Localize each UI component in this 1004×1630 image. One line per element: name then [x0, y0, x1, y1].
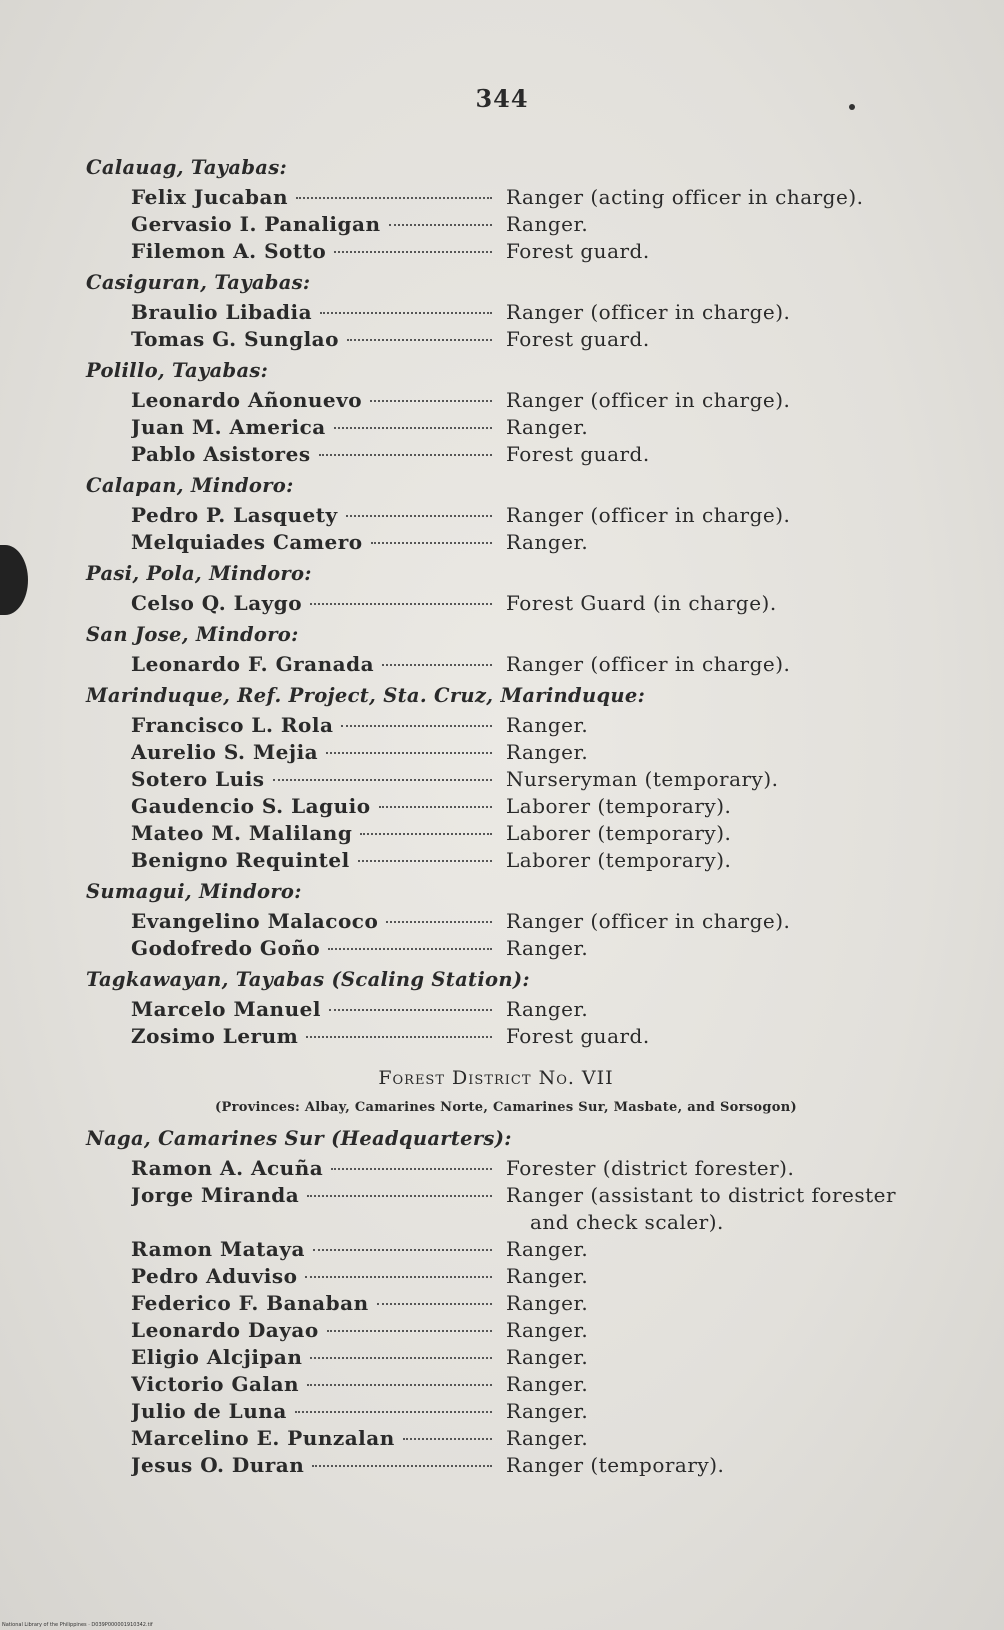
staff-role — [496, 590, 946, 617]
staff-name: Jorge Miranda — [131, 1183, 300, 1207]
staff-row — [86, 739, 946, 766]
staff-role-text: Ranger (officer in charge). — [506, 652, 791, 676]
binding-shadow — [0, 545, 28, 615]
staff-name: Pedro Aduviso — [131, 1264, 298, 1288]
staff-name-cell — [131, 238, 496, 265]
staff-role-text: Ranger. — [506, 1426, 589, 1450]
staff-name: Filemon A. Sotto — [131, 239, 327, 263]
staff-role-text: Ranger. — [506, 1318, 589, 1342]
staff-row — [86, 935, 946, 962]
staff-row — [86, 1236, 946, 1263]
staff-role-text: Ranger. — [506, 1291, 589, 1315]
staff-role — [496, 502, 946, 529]
staff-row — [86, 1371, 946, 1398]
station-heading: Casiguran, Tayabas: — [86, 271, 311, 294]
staff-role — [496, 1317, 946, 1344]
staff-name-cell — [131, 299, 496, 326]
staff-role — [496, 1344, 946, 1371]
staff-name-cell — [131, 590, 496, 617]
station-heading: Calapan, Mindoro: — [86, 474, 294, 497]
staff-name: Julio de Luna — [131, 1399, 287, 1423]
staff-name-cell — [131, 387, 496, 414]
dot-leader — [329, 1008, 492, 1011]
dot-leader — [328, 947, 492, 950]
staff-name: Marcelino E. Punzalan — [131, 1426, 395, 1450]
staff-name: Mateo M. Malilang — [131, 821, 353, 845]
dot-leader — [386, 920, 492, 923]
staff-role — [496, 651, 946, 678]
staff-row — [86, 1290, 946, 1317]
staff-name-cell — [131, 651, 496, 678]
staff-name: Pedro P. Lasquety — [131, 503, 338, 527]
staff-name: Melquiades Camero — [131, 530, 363, 554]
staff-role — [496, 1182, 946, 1236]
staff-role — [496, 529, 946, 556]
station-heading: Sumagui, Mindoro: — [86, 880, 302, 903]
staff-role — [496, 1155, 946, 1182]
staff-row — [86, 211, 946, 238]
dot-leader — [334, 426, 492, 429]
staff-role-text: Ranger (temporary). — [506, 1453, 725, 1477]
staff-role-text: Ranger. — [506, 1237, 589, 1261]
staff-row — [86, 529, 946, 556]
staff-role — [496, 908, 946, 935]
staff-role-text: Ranger. — [506, 1372, 589, 1396]
staff-name: Aurelio S. Mejia — [131, 740, 319, 764]
staff-name-cell — [131, 1290, 496, 1317]
staff-row — [86, 766, 946, 793]
staff-name: Federico F. Banaban — [131, 1291, 369, 1315]
dot-leader — [306, 1035, 492, 1038]
staff-name-cell — [131, 739, 496, 766]
dot-leader — [296, 196, 492, 199]
dot-leader — [379, 805, 492, 808]
staff-name-cell — [131, 326, 496, 353]
dot-leader — [319, 453, 492, 456]
staff-role-text: Ranger. — [506, 530, 589, 554]
staff-name-cell — [131, 1425, 496, 1452]
staff-name-cell — [131, 1371, 496, 1398]
staff-role-text: Ranger. — [506, 212, 589, 236]
station-heading: Marinduque, Ref. Project, Sta. Cruz, Marinduque: — [86, 684, 646, 707]
staff-name: Victorio Galan — [131, 1372, 300, 1396]
staff-role-text: Ranger. — [506, 1264, 589, 1288]
dot-leader — [389, 223, 492, 226]
staff-role-text: Ranger. — [506, 936, 589, 960]
staff-role-text: Forest Guard (in charge). — [506, 591, 777, 615]
station-heading: Calauag, Tayabas: — [86, 156, 288, 179]
staff-role-text: Ranger (officer in charge). — [506, 909, 791, 933]
staff-row — [86, 1317, 946, 1344]
dot-leader — [295, 1410, 492, 1413]
station-heading: Pasi, Pola, Mindoro: — [86, 562, 312, 585]
staff-row — [86, 1425, 946, 1452]
staff-row — [86, 387, 946, 414]
staff-role-text: Nurseryman (temporary). — [506, 767, 779, 791]
roster-part-2 — [86, 1125, 946, 1479]
staff-role-text: Ranger. — [506, 1345, 589, 1369]
station-heading: Polillo, Tayabas: — [86, 359, 269, 382]
page-number: 344 — [475, 84, 529, 113]
staff-name: Benigno Requintel — [131, 848, 350, 872]
staff-name: Jesus O. Duran — [131, 1453, 305, 1477]
staff-row — [86, 847, 946, 874]
staff-role-text: Forest guard. — [506, 327, 650, 351]
scan-footer: National Library of the Philippines · D039P000001910342.tif — [2, 1622, 153, 1628]
staff-name-cell — [131, 1263, 496, 1290]
staff-name-cell — [131, 1023, 496, 1050]
staff-name-cell — [131, 441, 496, 468]
roster-part-1 — [86, 154, 946, 1050]
staff-name: Juan M. America — [131, 415, 326, 439]
staff-role — [496, 793, 946, 820]
staff-row — [86, 793, 946, 820]
staff-role — [496, 766, 946, 793]
staff-name: Zosimo Lerum — [131, 1024, 299, 1048]
staff-name-cell — [131, 529, 496, 556]
staff-role — [496, 847, 946, 874]
staff-role — [496, 1371, 946, 1398]
district-provinces: (Provinces: Albay, Camarines Norte, Camarines Sur, Masbate, and Sorsogon) — [215, 1100, 797, 1115]
staff-role-text: Forest guard. — [506, 239, 650, 263]
staff-role-text: Ranger (assistant to district forester — [506, 1183, 897, 1207]
staff-row — [86, 1155, 946, 1182]
staff-role-text: Ranger (officer in charge). — [506, 503, 791, 527]
staff-row — [86, 1182, 946, 1236]
staff-name: Francisco L. Rola — [131, 713, 334, 737]
staff-role — [496, 1023, 946, 1050]
staff-name: Marcelo Manuel — [131, 997, 321, 1021]
staff-row — [86, 1452, 946, 1479]
staff-role-text: Laborer (temporary). — [506, 794, 732, 818]
dot-leader — [310, 1356, 492, 1359]
dot-leader — [360, 832, 492, 835]
dot-leader — [370, 399, 492, 402]
station-heading: Naga, Camarines Sur (Headquarters): — [86, 1127, 512, 1150]
staff-role — [496, 712, 946, 739]
staff-name-cell — [131, 1398, 496, 1425]
staff-name-cell — [131, 712, 496, 739]
dot-leader — [310, 602, 492, 605]
dot-leader — [327, 1329, 492, 1332]
staff-row — [86, 1344, 946, 1371]
staff-row — [86, 1023, 946, 1050]
dot-leader — [334, 250, 492, 253]
staff-name-cell — [131, 1452, 496, 1479]
staff-role — [496, 1452, 946, 1479]
staff-name-cell — [131, 847, 496, 874]
dot-leader — [403, 1437, 492, 1440]
staff-name: Braulio Libadia — [131, 300, 313, 324]
staff-name-cell — [131, 211, 496, 238]
dot-leader — [273, 778, 492, 781]
staff-name-cell — [131, 184, 496, 211]
staff-name-cell — [131, 1182, 496, 1236]
staff-role-text: Ranger (acting officer in charge). — [506, 185, 864, 209]
staff-name-cell — [131, 908, 496, 935]
staff-row — [86, 908, 946, 935]
staff-role-text: Ranger. — [506, 740, 589, 764]
staff-name: Felix Jucaban — [131, 185, 289, 209]
staff-name-cell — [131, 1236, 496, 1263]
dot-leader — [307, 1194, 492, 1197]
staff-row — [86, 1398, 946, 1425]
staff-name: Leonardo F. Granada — [131, 652, 375, 676]
dot-leader — [346, 514, 492, 517]
roster-content — [86, 150, 946, 1479]
staff-name-cell — [131, 996, 496, 1023]
staff-name: Godofredo Goño — [131, 936, 321, 960]
dot-leader — [382, 663, 492, 666]
station-heading: Tagkawayan, Tayabas (Scaling Station): — [86, 968, 530, 991]
staff-role — [496, 326, 946, 353]
staff-role-text: Forest guard. — [506, 1024, 650, 1048]
staff-role — [496, 1263, 946, 1290]
staff-row — [86, 238, 946, 265]
dot-leader — [358, 859, 492, 862]
dot-leader — [331, 1167, 492, 1170]
staff-role-text: Ranger (officer in charge). — [506, 388, 791, 412]
staff-role — [496, 211, 946, 238]
staff-role-text: Forester (district forester). — [506, 1156, 795, 1180]
staff-role — [496, 1398, 946, 1425]
staff-name: Leonardo Añonuevo — [131, 388, 363, 412]
staff-name-cell — [131, 1317, 496, 1344]
staff-role — [496, 184, 946, 211]
staff-name: Gaudencio S. Laguio — [131, 794, 371, 818]
staff-role-continuation: and check scaler). — [530, 1210, 724, 1234]
staff-role — [496, 441, 946, 468]
staff-role — [496, 1290, 946, 1317]
staff-name: Leonardo Dayao — [131, 1318, 319, 1342]
staff-row — [86, 184, 946, 211]
staff-role-text: Ranger. — [506, 713, 589, 737]
staff-name: Sotero Luis — [131, 767, 265, 791]
staff-role — [496, 996, 946, 1023]
staff-name: Celso Q. Laygo — [131, 591, 303, 615]
staff-name-cell — [131, 935, 496, 962]
staff-row — [86, 441, 946, 468]
staff-role — [496, 935, 946, 962]
staff-role-text: Ranger. — [506, 415, 589, 439]
dot-leader — [312, 1464, 492, 1467]
staff-name: Gervasio I. Panaligan — [131, 212, 381, 236]
staff-row — [86, 326, 946, 353]
staff-role-text: Ranger (officer in charge). — [506, 300, 791, 324]
staff-name: Evangelino Malacoco — [131, 909, 379, 933]
staff-name: Eligio Alcjipan — [131, 1345, 303, 1369]
staff-row — [86, 590, 946, 617]
staff-role-text: Ranger. — [506, 997, 589, 1021]
staff-row — [86, 414, 946, 441]
staff-name: Ramon A. Acuña — [131, 1156, 324, 1180]
staff-name-cell — [131, 793, 496, 820]
staff-role — [496, 238, 946, 265]
staff-role-text: Forest guard. — [506, 442, 650, 466]
staff-row — [86, 712, 946, 739]
staff-row — [86, 299, 946, 326]
staff-row — [86, 651, 946, 678]
staff-name-cell — [131, 1344, 496, 1371]
staff-row — [86, 996, 946, 1023]
dot-leader — [307, 1383, 492, 1386]
dot-leader — [347, 338, 492, 341]
staff-role-text: Laborer (temporary). — [506, 821, 732, 845]
staff-row — [86, 1263, 946, 1290]
dot-leader — [371, 541, 492, 544]
staff-name-cell — [131, 820, 496, 847]
dot-leader — [341, 724, 492, 727]
dot-leader — [326, 751, 492, 754]
dot-leader — [313, 1248, 492, 1251]
staff-role — [496, 1425, 946, 1452]
staff-role — [496, 414, 946, 441]
district-heading: Forest District No. VII — [378, 1067, 614, 1089]
staff-role-text: Ranger. — [506, 1399, 589, 1423]
staff-name: Ramon Mataya — [131, 1237, 305, 1261]
staff-name-cell — [131, 766, 496, 793]
staff-name-cell — [131, 1155, 496, 1182]
staff-role — [496, 820, 946, 847]
staff-name-cell — [131, 414, 496, 441]
staff-role — [496, 387, 946, 414]
staff-role — [496, 739, 946, 766]
staff-row — [86, 502, 946, 529]
dot-leader — [320, 311, 492, 314]
station-heading: San Jose, Mindoro: — [86, 623, 299, 646]
staff-name: Tomas G. Sunglao — [131, 327, 339, 351]
staff-name: Pablo Asistores — [131, 442, 311, 466]
dot-leader — [377, 1302, 492, 1305]
staff-role-text: Laborer (temporary). — [506, 848, 732, 872]
staff-role — [496, 1236, 946, 1263]
staff-role — [496, 299, 946, 326]
staff-row — [86, 820, 946, 847]
staff-name-cell — [131, 502, 496, 529]
dot-leader — [305, 1275, 492, 1278]
